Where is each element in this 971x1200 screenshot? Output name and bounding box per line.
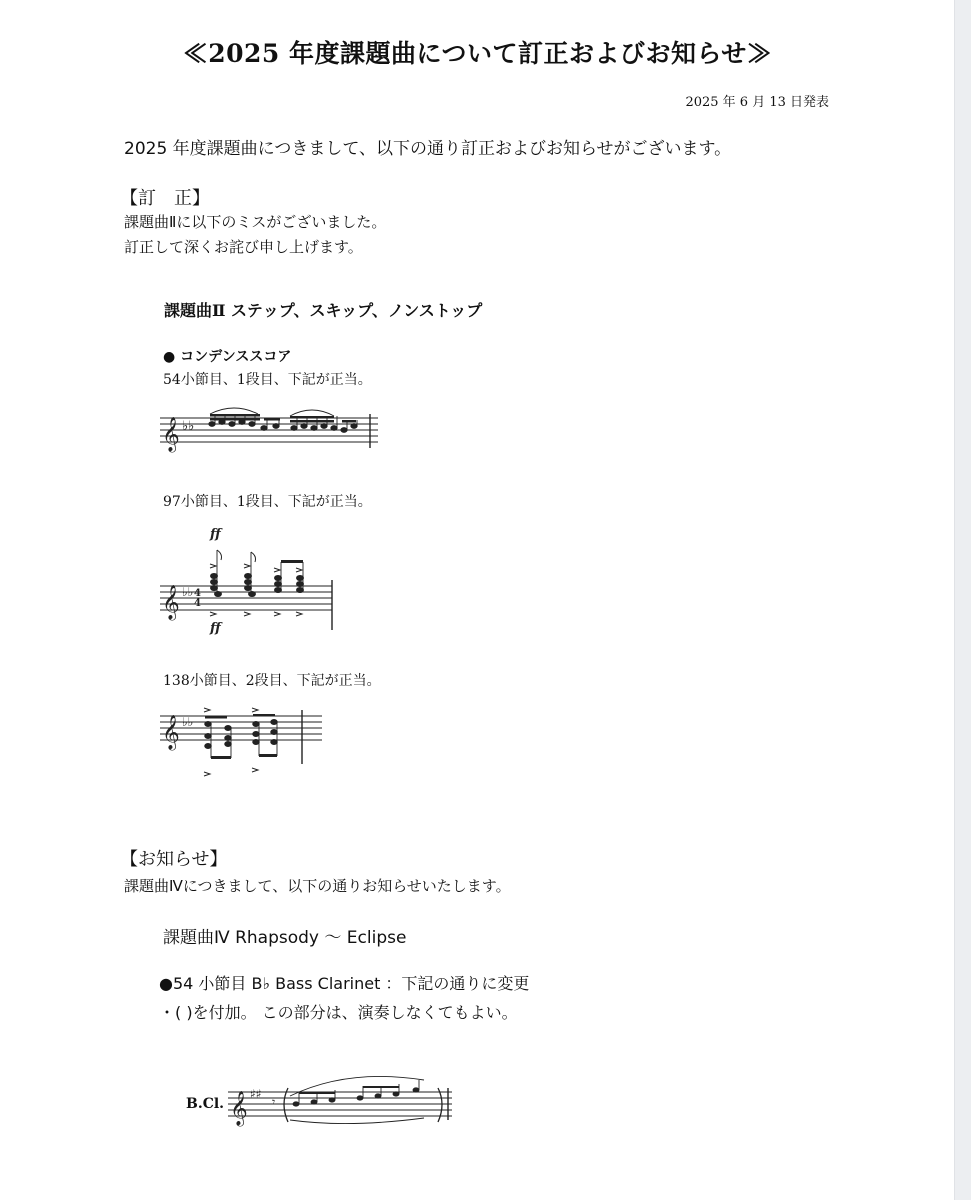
instrument-label: B.Cl. — [186, 1096, 225, 1112]
svg-text:4: 4 — [194, 588, 201, 599]
intro-text: 2025 年度課題曲につきまして、以下の通り訂正およびお知らせがございます。 — [124, 139, 732, 159]
svg-text:♭♭: ♭♭ — [182, 585, 194, 599]
svg-text:♭♭: ♭♭ — [182, 715, 194, 729]
notice-detail-2: ・( )を付加。 この部分は、演奏しなくてもよい。 — [159, 1003, 518, 1022]
notice-heading: 【お知らせ】 — [120, 849, 228, 870]
notice-line: 課題曲Ⅳにつきまして、以下の通りお知らせいたします。 — [124, 877, 511, 895]
score-piece-title: 課題曲Ⅱ ステップ、スキップ、ノンストップ — [164, 301, 483, 320]
notice-detail-1: ●54 小節目 B♭ Bass Clarinet ：下記の通りに変更 — [159, 974, 530, 993]
condensed-score-heading: ● コンデンススコア — [163, 349, 292, 365]
svg-text:𝄞: 𝄞 — [162, 715, 180, 750]
score-excerpt-m97 — [160, 520, 360, 640]
correction-line-1: 課題曲Ⅱに以下のミスがございました。 — [124, 213, 387, 231]
correction-line-2: 訂正して深くお詫び申し上げます。 — [124, 238, 363, 256]
score-excerpt-m54 — [160, 400, 390, 460]
publish-date: 2025 年 6 月 13 日発表 — [685, 95, 829, 110]
svg-text:♯♯: ♯♯ — [250, 1087, 262, 1101]
notice-piece-title: 課題曲Ⅳ Rhapsody ～ Eclipse — [163, 928, 407, 948]
correction-note-97: 97小節目、1段目、下記が正当。 — [163, 494, 372, 510]
dynamic-ff-bottom: ff — [210, 621, 221, 636]
svg-text:𝄞: 𝄞 — [162, 417, 180, 452]
vertical-scrollbar[interactable] — [954, 0, 971, 1200]
dynamic-ff-top: ff — [210, 527, 221, 542]
correction-note-138: 138小節目、2段目、下記が正当。 — [163, 673, 381, 689]
svg-text:𝄞: 𝄞 — [230, 1091, 248, 1126]
svg-text:𝄞: 𝄞 — [162, 585, 180, 620]
score-excerpt-m138 — [160, 700, 340, 790]
svg-text:𝄾: 𝄾 — [272, 1095, 276, 1109]
correction-heading: 【訂 正】 — [120, 188, 210, 209]
svg-text:4: 4 — [194, 598, 201, 609]
document-title: ≪2025 年度課題曲について訂正およびお知らせ≫ — [182, 39, 773, 68]
score-excerpt-bass-clarinet — [228, 1070, 468, 1130]
svg-text:♭♭: ♭♭ — [182, 419, 195, 434]
correction-note-54: 54小節目、1段目、下記が正当。 — [163, 372, 372, 388]
